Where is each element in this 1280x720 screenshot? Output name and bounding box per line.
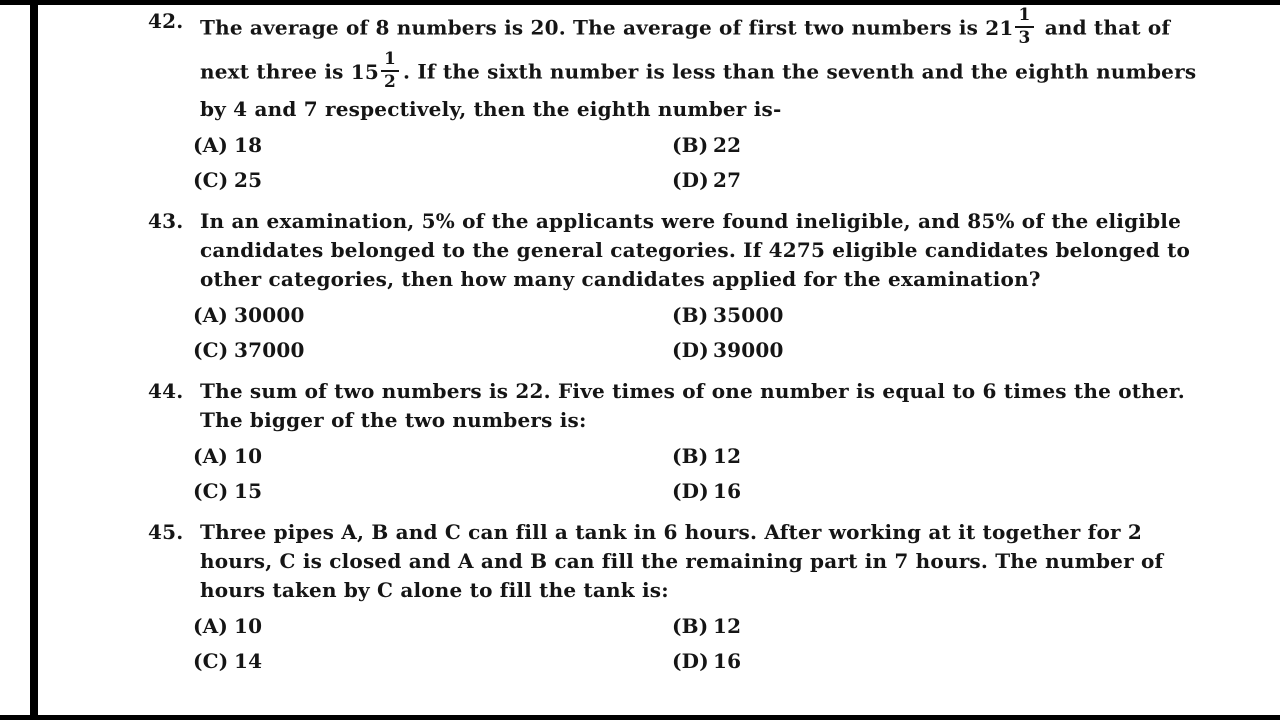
- option-label: (C): [193, 338, 229, 362]
- fraction-whole: 15: [350, 59, 379, 84]
- option-value: 14: [234, 649, 263, 673]
- option-c: [193, 336, 672, 365]
- option-value: 12: [713, 444, 742, 468]
- fraction-numerator: 1: [383, 49, 397, 69]
- question-number: 44.: [148, 379, 184, 403]
- options-grid: [193, 131, 1202, 195]
- option-label: (A): [193, 614, 229, 638]
- option-d: [672, 477, 1202, 506]
- option-a: [193, 301, 672, 330]
- option-value: 30000: [234, 303, 305, 327]
- option-b: [672, 612, 1202, 641]
- option-label: (C): [193, 649, 229, 673]
- option-label: (D): [672, 649, 709, 673]
- fraction-whole: 21: [985, 15, 1014, 40]
- fraction-numerator: 1: [1018, 5, 1031, 25]
- option-d: [672, 336, 1202, 365]
- option-value: 27: [713, 168, 742, 192]
- option-value: 37000: [234, 338, 305, 362]
- option-label: (B): [672, 614, 709, 638]
- option-value: 12: [713, 614, 742, 638]
- option-label: (B): [672, 444, 709, 468]
- bottom-border-bar: [0, 715, 1280, 720]
- fraction-stack: [1015, 5, 1033, 49]
- options-grid: [193, 612, 1202, 676]
- mixed-fraction: [350, 49, 403, 92]
- question-text: In an examination, 5% of the applicants were found ineligible, and 85% of the eligible candidates belonged to the general categories. If 4275 eligible candidates belonged to other categories, then how many candidates applied for the examination?: [200, 209, 1191, 291]
- option-value: 39000: [713, 338, 784, 362]
- option-a: [193, 442, 672, 471]
- options-grid: [193, 301, 1202, 365]
- option-label: (D): [672, 168, 709, 192]
- option-label: (A): [193, 303, 229, 327]
- option-b: [672, 442, 1202, 471]
- option-d: [672, 166, 1202, 195]
- option-d: [672, 647, 1202, 676]
- top-border-bar: [0, 0, 1280, 5]
- option-label: (C): [193, 479, 229, 503]
- option-b: [672, 131, 1202, 160]
- option-a: [193, 131, 672, 160]
- left-border-stripe: [30, 0, 38, 720]
- option-c: [193, 647, 672, 676]
- question-text: Three pipes A, B and C can fill a tank in 6 hours. After working at it together for 2 hours, C is closed and A and B can fill the remaining part in 7 hours. The number of hours taken by C alone to fill the tank is:: [200, 520, 1164, 602]
- option-c: [193, 166, 672, 195]
- option-label: (A): [193, 444, 229, 468]
- question-text: [200, 7, 1202, 124]
- option-a: [193, 612, 672, 641]
- question-number: 42.: [148, 9, 184, 33]
- question-item-44: [148, 377, 1202, 506]
- fraction-stack: [381, 49, 399, 93]
- question-item-45: [148, 518, 1202, 676]
- question-text-segment: The average of 8 numbers is 20. The average of first two numbers is: [200, 15, 979, 40]
- fraction-denominator: 2: [381, 70, 399, 93]
- option-value: 25: [234, 168, 263, 192]
- option-value: 16: [713, 649, 742, 673]
- option-label: (B): [672, 303, 709, 327]
- option-value: 22: [713, 133, 742, 157]
- options-grid: [193, 442, 1202, 506]
- question-text: The sum of two numbers is 22. Five times of one number is equal to 6 times the other. The bigger of the two numbers is:: [200, 379, 1185, 432]
- option-value: 10: [234, 614, 263, 638]
- option-label: (C): [193, 168, 229, 192]
- fraction-denominator: 3: [1015, 26, 1033, 49]
- option-b: [672, 301, 1202, 330]
- option-label: (A): [193, 133, 229, 157]
- option-value: 15: [234, 479, 263, 503]
- question-number: 45.: [148, 520, 184, 544]
- question-number: 43.: [148, 209, 184, 233]
- option-value: 10: [234, 444, 263, 468]
- question-text-segment: . If the sixth number is less than the seventh and the eighth numbers by 4 and 7 respectively, then the eighth number is-: [200, 59, 1197, 121]
- question-item-42: [148, 7, 1202, 195]
- option-label: (D): [672, 479, 709, 503]
- option-value: 18: [234, 133, 263, 157]
- option-label: (B): [672, 133, 709, 157]
- question-text-segment: and that of next three is: [200, 15, 1171, 84]
- mixed-fraction: [985, 5, 1037, 48]
- question-item-43: [148, 207, 1202, 365]
- option-value: 35000: [713, 303, 784, 327]
- option-value: 16: [713, 479, 742, 503]
- option-c: [193, 477, 672, 506]
- option-label: (D): [672, 338, 709, 362]
